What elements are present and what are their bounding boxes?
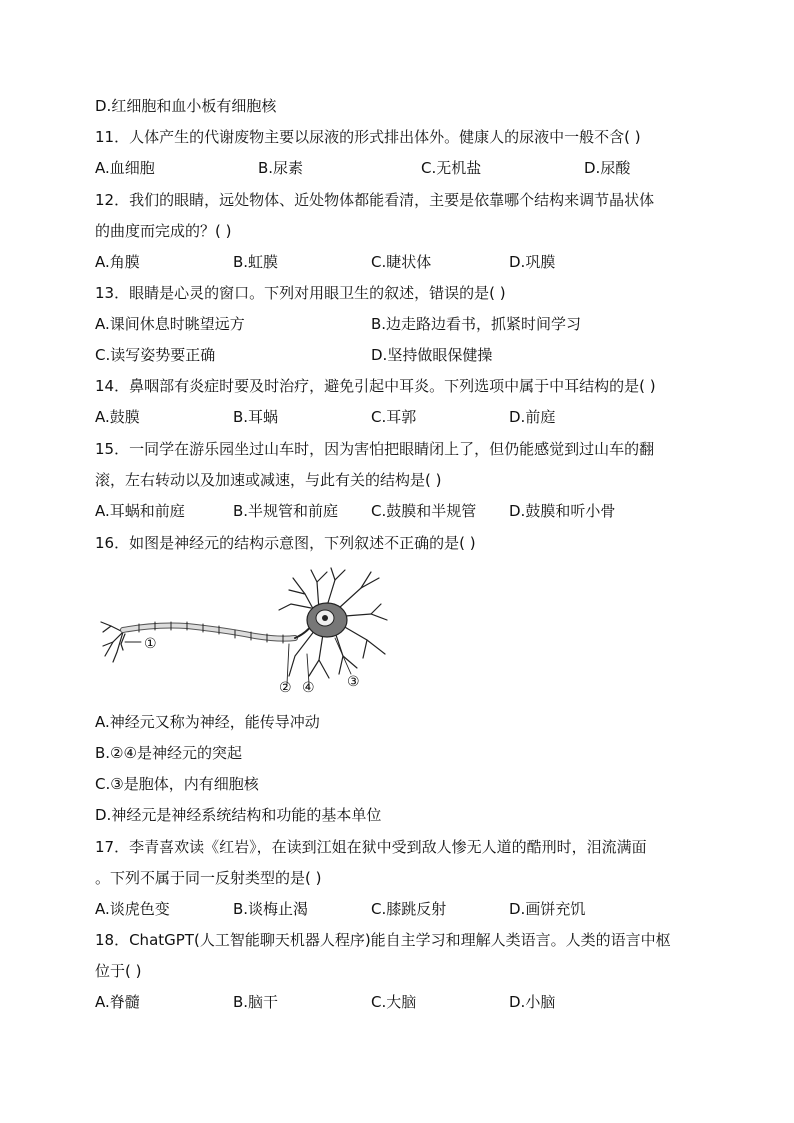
q16-option-c[interactable]: C.③是胞体，内有细胞核 — [95, 775, 259, 793]
q13-option-d[interactable]: D.坚持做眼保健操 — [371, 346, 493, 364]
q17-option-d[interactable]: D.画饼充饥 — [509, 900, 586, 918]
label-2: ② — [279, 680, 292, 694]
q11-option-b[interactable]: B.尿素 — [258, 159, 304, 177]
q18-option-b[interactable]: B.脑干 — [233, 993, 279, 1011]
q12-stem-line2: 的曲度而完成的？( ) — [95, 222, 232, 240]
q17-option-b[interactable]: B.谈梅止渴 — [233, 900, 309, 918]
neuron-diagram — [95, 564, 395, 694]
q17-option-c[interactable]: C.膝跳反射 — [371, 900, 447, 918]
q14-option-c[interactable]: C.耳郭 — [371, 408, 417, 426]
q12-option-c[interactable]: C.睫状体 — [371, 253, 432, 271]
q18-stem-line2: 位于( ) — [95, 962, 142, 980]
q17-stem-line1: 17．李青喜欢读《红岩》，在读到江姐在狱中受到敌人惨无人道的酷刑时，泪流满面 — [95, 838, 647, 856]
label-4: ④ — [302, 680, 315, 694]
q17-option-a[interactable]: A.谈虎色变 — [95, 900, 170, 918]
q15-option-b[interactable]: B.半规管和前庭 — [233, 502, 339, 520]
q13-option-b[interactable]: B.边走路边看书，抓紧时间学习 — [371, 315, 582, 333]
q15-option-c[interactable]: C.鼓膜和半规管 — [371, 502, 477, 520]
q18-stem-line1: 18．ChatGPT(人工智能聊天机器人程序)能自主学习和理解人类语言。人类的语言中枢 — [95, 931, 671, 949]
q15-option-d[interactable]: D.鼓膜和听小骨 — [509, 502, 616, 520]
q14-option-d[interactable]: D.前庭 — [509, 408, 556, 426]
q15-stem-line2: 滚，左右转动以及加速或减速，与此有关的结构是( ) — [95, 471, 442, 489]
q18-option-d[interactable]: D.小脑 — [509, 993, 556, 1011]
q13-option-a[interactable]: A.课间休息时眺望远方 — [95, 315, 245, 333]
q15-option-a[interactable]: A.耳蜗和前庭 — [95, 502, 185, 520]
label-3: ③ — [347, 674, 360, 690]
q12-option-a[interactable]: A.角膜 — [95, 253, 140, 271]
q16-option-a[interactable]: A.神经元又称为神经，能传导冲动 — [95, 713, 320, 731]
q18-option-a[interactable]: A.脊髓 — [95, 993, 140, 1011]
q18-option-c[interactable]: C.大脑 — [371, 993, 417, 1011]
q16-stem: 16．如图是神经元的结构示意图，下列叙述不正确的是( ) — [95, 534, 476, 552]
q11-option-c[interactable]: C.无机盐 — [421, 159, 482, 177]
q11-option-d[interactable]: D.尿酸 — [584, 159, 631, 177]
q16-option-d[interactable]: D.神经元是神经系统结构和功能的基本单位 — [95, 806, 382, 824]
q16-option-b[interactable]: B.②④是神经元的突起 — [95, 744, 242, 762]
q17-stem-line2: 。下列不属于同一反射类型的是( ) — [95, 869, 322, 887]
q12-stem-line1: 12．我们的眼睛，远处物体、近处物体都能看清，主要是依靠哪个结构来调节晶状体 — [95, 191, 655, 209]
q12-option-d[interactable]: D.巩膜 — [509, 253, 556, 271]
q13-option-c[interactable]: C.读写姿势要正确 — [95, 346, 216, 364]
q15-stem-line1: 15．一同学在游乐园坐过山车时，因为害怕把眼睛闭上了，但仍能感觉到过山车的翻 — [95, 440, 655, 458]
q11-stem: 11．人体产生的代谢废物主要以尿液的形式排出体外。健康人的尿液中一般不含( ) — [95, 128, 641, 146]
q14-option-a[interactable]: A.鼓膜 — [95, 408, 140, 426]
q13-stem: 13．眼睛是心灵的窗口。下列对用眼卫生的叙述，错误的是( ) — [95, 284, 506, 302]
neuron-illustration — [95, 564, 395, 694]
q10-option-d: D.红细胞和血小板有细胞核 — [95, 97, 277, 115]
q12-option-b[interactable]: B.虹膜 — [233, 253, 279, 271]
q11-option-a[interactable]: A.血细胞 — [95, 159, 155, 177]
q14-option-b[interactable]: B.耳蜗 — [233, 408, 279, 426]
label-1: ① — [144, 636, 157, 652]
q14-stem: 14．鼻咽部有炎症时要及时治疗，避免引起中耳炎。下列选项中属于中耳结构的是( ) — [95, 377, 656, 395]
